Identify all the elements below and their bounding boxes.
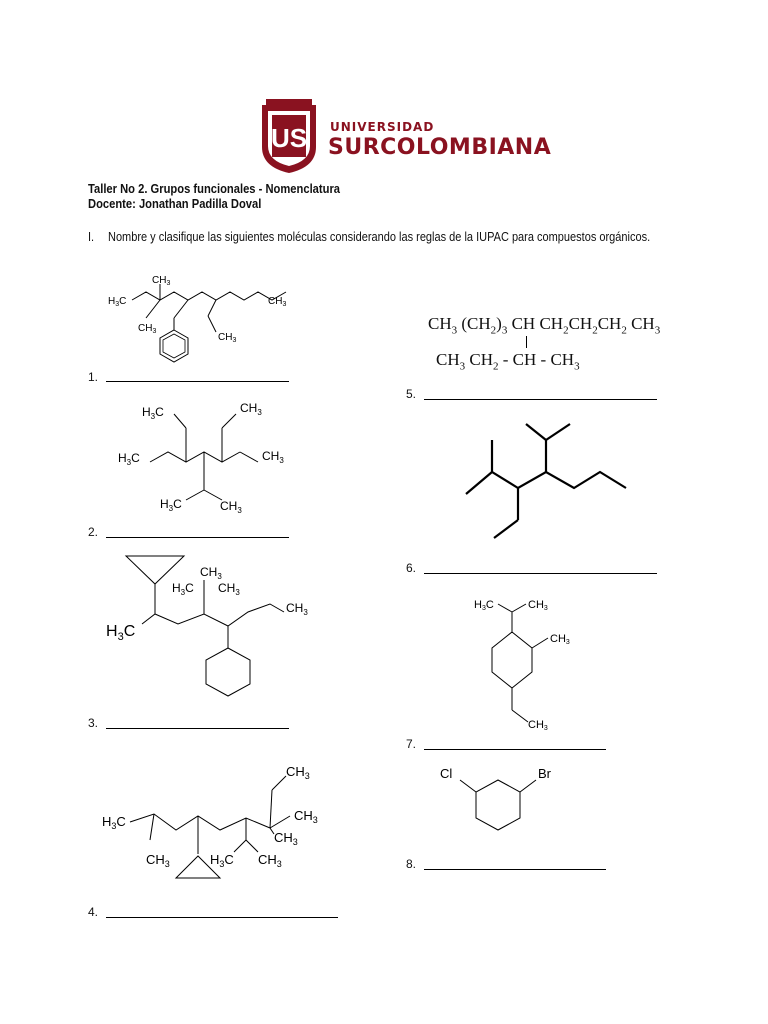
mol3-label-h3c-large: $H_3C$ (106, 623, 136, 643)
question-6-number: 6. (406, 561, 417, 575)
mol4-label-ch3-right: $CH_3$ (294, 808, 318, 825)
molecule-1-structure (132, 284, 286, 362)
mol4-label-h3c-left: $H_3C$ (102, 814, 126, 831)
mol2-label-ch3-right: $CH_3$ (262, 449, 284, 465)
mol3-label-h3c: $H_3C$ (172, 581, 194, 597)
teacher-name: Docente: Jonathan Padilla Doval (88, 196, 262, 211)
question-1-number: 1. (88, 370, 99, 384)
molecule-2-structure (150, 414, 258, 500)
condensed-formula-line2: $CH_3$ $CH_2$ - CH - $CH_3$ (436, 350, 580, 373)
mol2-label-ch3-top: $CH_3$ (240, 401, 262, 417)
mol4-label-ch3-lower: $CH_3$ (274, 830, 298, 847)
mol7-label-h3c: H3C (474, 599, 494, 612)
mol7-label-ch3-top: CH3 (528, 599, 548, 612)
mol2-label-h3c-left: $H_3C$ (118, 451, 140, 467)
mol2-label-h3c-bottom: $H_3C$ (160, 497, 182, 513)
mol3-label-ch3-right: $CH_3$ (218, 581, 240, 597)
mol7-label-ch3-side: CH3 (550, 633, 570, 646)
mol4-label-h3c-bottom: $H_3C$ (210, 852, 234, 869)
mol3-label-ch3-top: $CH_3$ (200, 565, 222, 581)
mol1-label-h3c-left: $H_3C$ (108, 296, 127, 308)
mol1-label-ch3-ethyl: $CH_3$ (218, 332, 237, 344)
molecule-7-structure (492, 604, 548, 722)
question-3-number: 3. (88, 716, 99, 730)
mol2-label-ch3-bottom: $CH_3$ (220, 499, 242, 515)
mol4-label-ch3-bottom-right: $CH_3$ (258, 852, 282, 869)
condensed-formula-line1: $CH_3$ $(CH_2)_3$ CH $CH_2CH_2CH_2$ $CH_3$ (428, 314, 661, 337)
worksheet-title: Taller No 2. Grupos funcionales - Nomenclatura (88, 181, 341, 196)
question-8-number: 8. (406, 857, 417, 871)
question-2-number: 2. (88, 525, 99, 539)
molecule-8-structure (460, 780, 536, 830)
mol8-label-br: Br (538, 766, 551, 781)
question-5-number: 5. (406, 387, 417, 401)
mol3-label-ch3-end: $CH_3$ (286, 601, 308, 617)
question-7-number: 7. (406, 737, 417, 751)
question-4-number: 4. (88, 905, 99, 919)
mol1-label-ch3-lower: $CH_3$ (138, 323, 157, 335)
instruction-text: Nombre y clasifique las siguientes moléculas considerando las reglas de la IUPAC para compuestos orgánicos. (108, 230, 651, 244)
mol1-label-ch3-end: $CH_3$ (268, 296, 287, 308)
mol1-label-ch3-top: $CH_3$ (152, 275, 171, 287)
mol4-label-ch3-top: $CH_3$ (286, 764, 310, 781)
mol7-label-ch3-bottom: CH3 (528, 719, 548, 732)
logo-monogram: US (270, 123, 308, 153)
logo-text-line2: SURCOLOMBIANA (328, 135, 552, 160)
molecule-6-structure (466, 424, 626, 538)
mol2-label-h3c-top: $H_3C$ (142, 405, 164, 421)
mol8-label-cl: Cl (440, 766, 453, 781)
mol4-label-ch3-bottom: $CH_3$ (146, 852, 170, 869)
logo-text-line1: UNIVERSIDAD (330, 120, 435, 134)
instruction-numeral: I. (88, 230, 95, 244)
